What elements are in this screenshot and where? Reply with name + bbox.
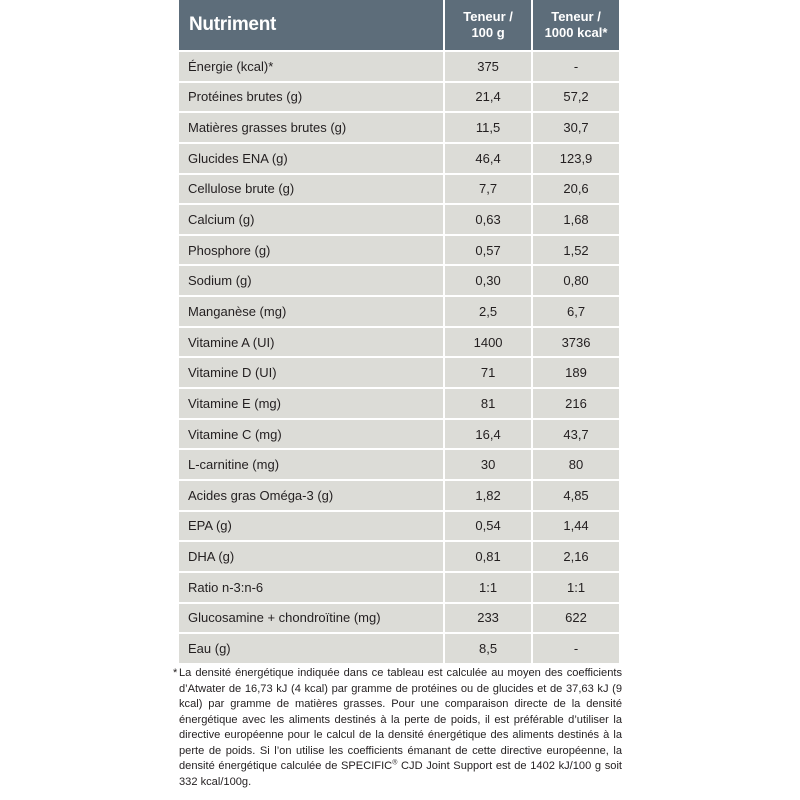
- value-per-100g: 46,4: [443, 142, 531, 173]
- header-per-1000kcal: [531, 0, 619, 50]
- nutrient-name: Vitamine D (UI): [179, 356, 443, 387]
- table-row: [179, 264, 619, 295]
- table-row: [179, 142, 619, 173]
- value-per-1000kcal: -: [531, 50, 619, 81]
- value-per-1000kcal: 189: [531, 356, 619, 387]
- nutrient-name: Vitamine C (mg): [179, 418, 443, 449]
- value-per-1000kcal: 1,52: [531, 234, 619, 265]
- value-per-100g: 0,30: [443, 264, 531, 295]
- nutrient-name: Protéines brutes (g): [179, 81, 443, 112]
- value-per-100g: 81: [443, 387, 531, 418]
- table-row: [179, 418, 619, 449]
- table-body: [179, 50, 619, 663]
- value-per-100g: 1:1: [443, 571, 531, 602]
- value-per-100g: 21,4: [443, 81, 531, 112]
- nutrient-name: Vitamine E (mg): [179, 387, 443, 418]
- nutrient-name: Vitamine A (UI): [179, 326, 443, 357]
- nutrient-name: Cellulose brute (g): [179, 173, 443, 204]
- value-per-1000kcal: 2,16: [531, 540, 619, 571]
- value-per-1000kcal: 216: [531, 387, 619, 418]
- value-per-100g: 233: [443, 602, 531, 633]
- table-row: [179, 50, 619, 81]
- table-row: [179, 632, 619, 663]
- nutrient-name: Manganèse (mg): [179, 295, 443, 326]
- value-per-100g: 16,4: [443, 418, 531, 449]
- table-row: [179, 448, 619, 479]
- nutrient-name: L-carnitine (mg): [179, 448, 443, 479]
- value-per-100g: 0,54: [443, 510, 531, 541]
- table-row: [179, 602, 619, 633]
- nutrient-name: Glucides ENA (g): [179, 142, 443, 173]
- footnote-text: La densité énergétique indiquée dans ce tableau est calculée au moyen des coefficients d’Atwater de 16,73 kJ (4 kcal) par gramme de protéines ou de glucides et de 37,63 kJ (9 kcal) par gramme de matières grasses. Pour une comparaison directe de la densité énergétique avec les aliments destinés à la perte de poids, il est préférable d’utiliser la directive européenne pour le calcul de la densité énergétique des aliments destinés à la perte de poids. Si l’on utilise les coefficients émanant de cette directive européenne, la densité énergétique calculée de SPECIFIC: [179, 667, 622, 772]
- table-row: [179, 510, 619, 541]
- value-per-100g: 0,63: [443, 203, 531, 234]
- registered-mark: ®: [392, 759, 398, 767]
- value-per-1000kcal: 3736: [531, 326, 619, 357]
- table-row: [179, 540, 619, 571]
- table-row: [179, 571, 619, 602]
- value-per-100g: 0,81: [443, 540, 531, 571]
- value-per-100g: 375: [443, 50, 531, 81]
- value-per-1000kcal: 80: [531, 448, 619, 479]
- value-per-100g: 71: [443, 356, 531, 387]
- table-row: [179, 326, 619, 357]
- nutrient-name: EPA (g): [179, 510, 443, 541]
- table-row: [179, 111, 619, 142]
- value-per-1000kcal: 30,7: [531, 111, 619, 142]
- table-row: [179, 81, 619, 112]
- nutrient-name: Matières grasses brutes (g): [179, 111, 443, 142]
- value-per-100g: 11,5: [443, 111, 531, 142]
- value-per-1000kcal: 1,68: [531, 203, 619, 234]
- table-row: [179, 479, 619, 510]
- table-row: [179, 356, 619, 387]
- value-per-100g: 7,7: [443, 173, 531, 204]
- value-per-1000kcal: 1,44: [531, 510, 619, 541]
- value-per-100g: 0,57: [443, 234, 531, 265]
- header-nutrient: Nutriment: [179, 0, 443, 50]
- value-per-100g: 8,5: [443, 632, 531, 663]
- table-row: [179, 234, 619, 265]
- value-per-100g: 2,5: [443, 295, 531, 326]
- nutrient-name: Calcium (g): [179, 203, 443, 234]
- value-per-1000kcal: 0,80: [531, 264, 619, 295]
- header-per-100g: [443, 0, 531, 50]
- value-per-100g: 30: [443, 448, 531, 479]
- value-per-1000kcal: 57,2: [531, 81, 619, 112]
- value-per-1000kcal: -: [531, 632, 619, 663]
- nutrient-name: Ratio n-3:n-6: [179, 571, 443, 602]
- value-per-1000kcal: 1:1: [531, 571, 619, 602]
- table-row: [179, 173, 619, 204]
- header-per-100g-line1: Teneur /: [463, 9, 513, 24]
- value-per-100g: 1400: [443, 326, 531, 357]
- value-per-1000kcal: 123,9: [531, 142, 619, 173]
- header-per-1000kcal-line1: Teneur /: [551, 9, 601, 24]
- nutrient-name: Acides gras Oméga-3 (g): [179, 479, 443, 510]
- value-per-1000kcal: 6,7: [531, 295, 619, 326]
- value-per-100g: 1,82: [443, 479, 531, 510]
- nutrient-table: [179, 0, 619, 663]
- nutrient-name: Énergie (kcal)*: [179, 50, 443, 81]
- value-per-1000kcal: 4,85: [531, 479, 619, 510]
- nutrient-name: Glucosamine + chondroïtine (mg): [179, 602, 443, 633]
- table-row: [179, 387, 619, 418]
- nutrient-name: DHA (g): [179, 540, 443, 571]
- header-per-100g-line2: 100 g: [471, 25, 505, 40]
- nutrient-name: Phosphore (g): [179, 234, 443, 265]
- footnote: [173, 666, 623, 790]
- footnote-star: *: [173, 667, 178, 679]
- value-per-1000kcal: 20,6: [531, 173, 619, 204]
- table-row: [179, 203, 619, 234]
- table-header-row: [179, 0, 619, 50]
- footnote-text-end: CJD Joint Support est de 1402 kJ/100 g soit 332 kcal/100g.: [179, 760, 623, 788]
- value-per-1000kcal: 43,7: [531, 418, 619, 449]
- header-per-1000kcal-line2: 1000 kcal*: [544, 25, 608, 40]
- table-row: [179, 295, 619, 326]
- nutrient-name: Sodium (g): [179, 264, 443, 295]
- value-per-1000kcal: 622: [531, 602, 619, 633]
- nutrient-name: Eau (g): [179, 632, 443, 663]
